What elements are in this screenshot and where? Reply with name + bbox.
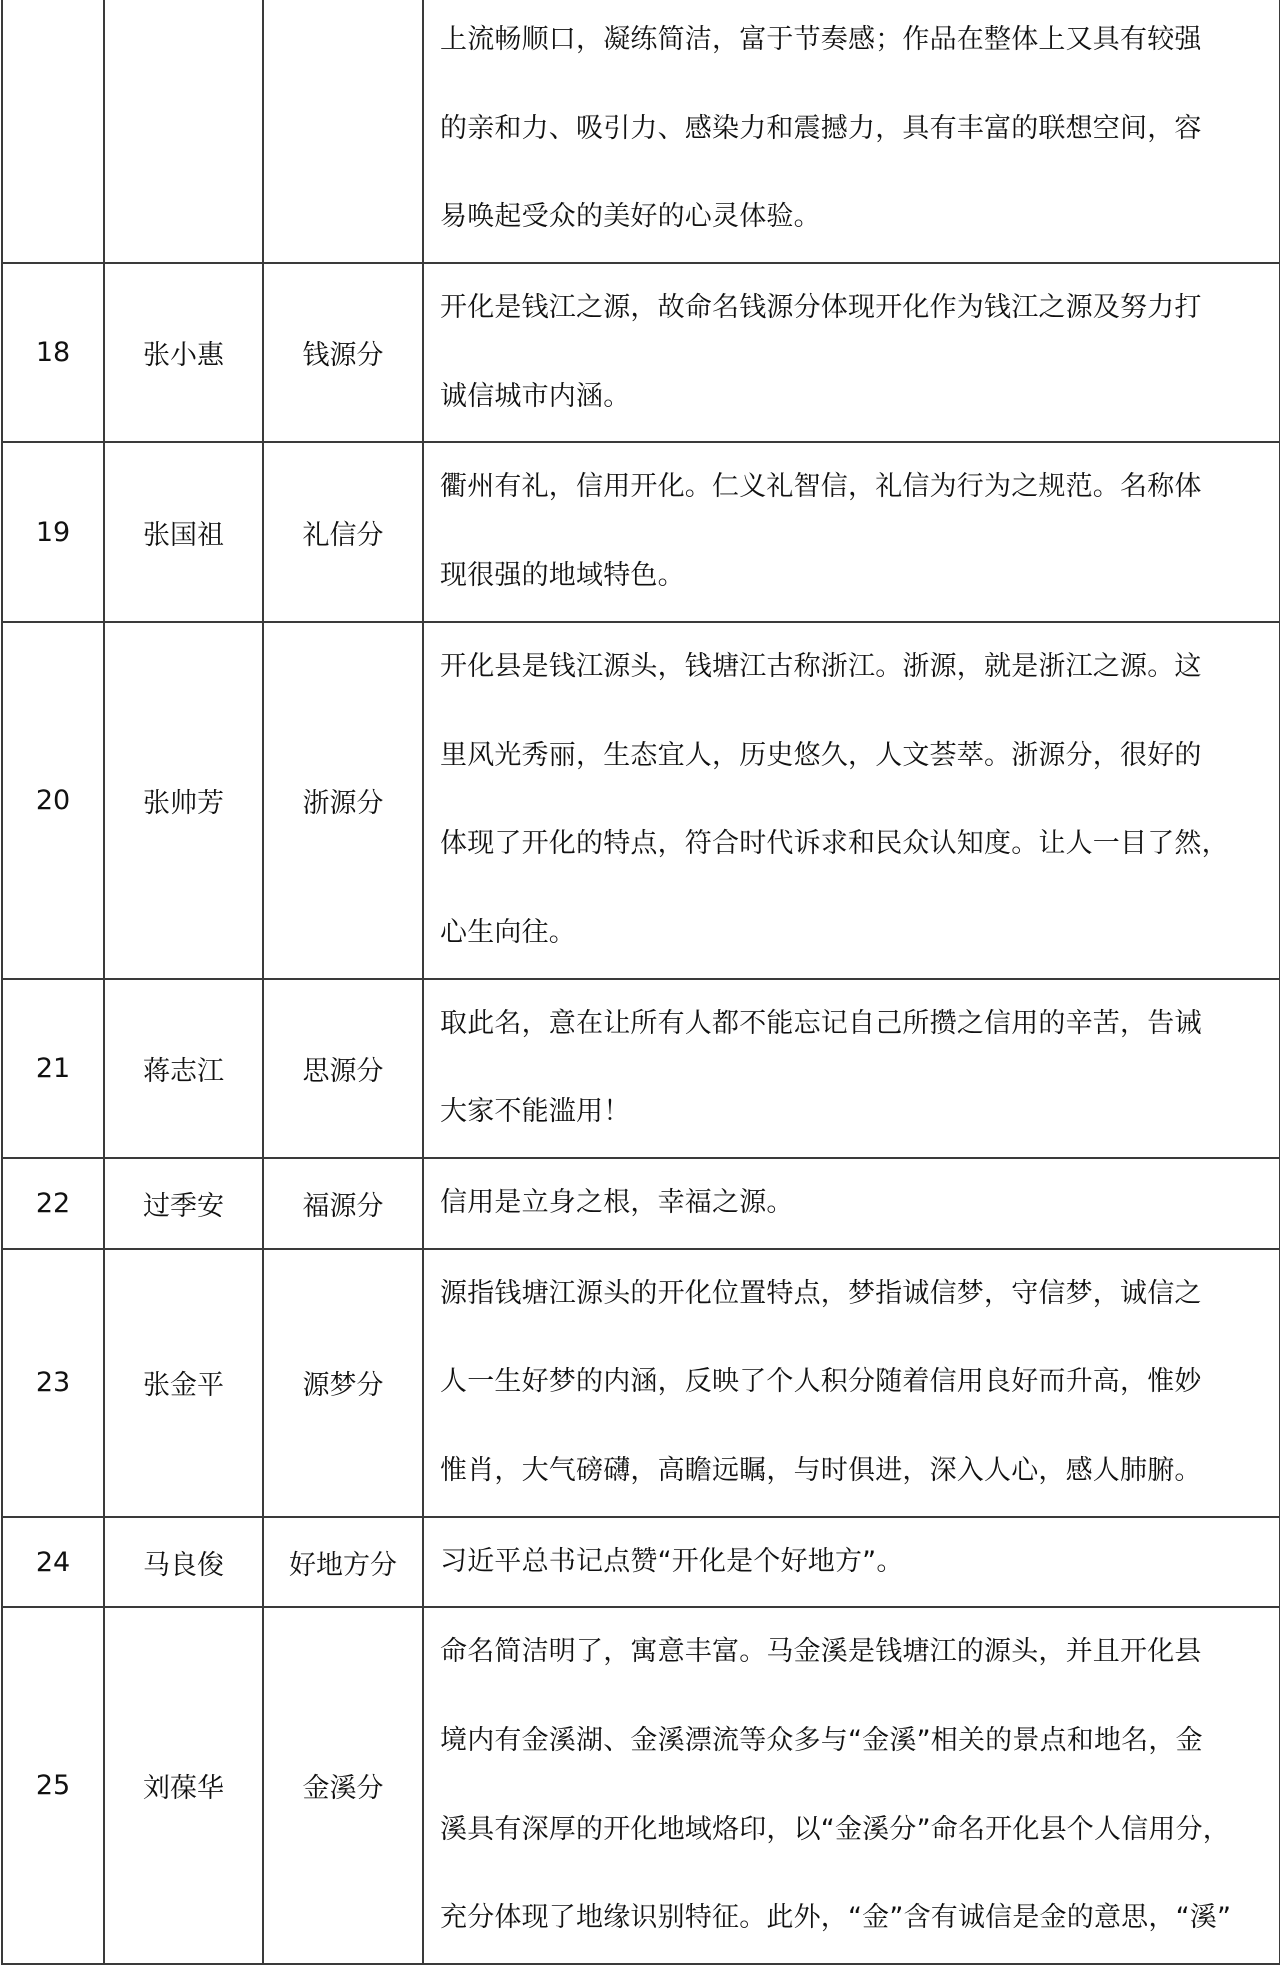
- description-line: 的亲和力、吸引力、感染力和震撼力，具有丰富的联想空间，容: [440, 112, 1202, 144]
- description-line: 境内有金溪湖、金溪漂流等众多与“金溪”相关的景点和地名，金: [440, 1725, 1203, 1757]
- entry-number-cell: 20: [2, 622, 104, 979]
- author-name-cell: 张小惠: [104, 263, 263, 442]
- entry-number-cell: 24: [2, 1517, 104, 1608]
- description-line: 取此名，意在让所有人都不能忘记自己所攒之信用的辛苦，告诫: [440, 1007, 1202, 1039]
- table-row: [2, 0, 1280, 263]
- proposed-name-cell: 福源分: [263, 1158, 423, 1249]
- description-line: 诚信城市内涵。: [440, 380, 631, 412]
- description-line: 衢州有礼，信用开化。仁义礼智信，礼信为行为之规范。名称体: [440, 471, 1202, 503]
- description-line: 充分体现了地缘识别特征。此外，“金”含有诚信是金的意思，“溪”: [440, 1902, 1232, 1934]
- description-cell: [423, 1249, 1280, 1517]
- description-line: 源指钱塘江源头的开化位置特点，梦指诚信梦，守信梦，诚信之: [440, 1277, 1202, 1309]
- entry-number-cell: 23: [2, 1249, 104, 1517]
- proposed-name-cell: 好地方分: [263, 1517, 423, 1608]
- description-line: 信用是立身之根，幸福之源。: [440, 1186, 794, 1218]
- description-line: 上流畅顺口，凝练简洁，富于节奏感；作品在整体上又具有较强: [440, 24, 1202, 55]
- description-cell: [423, 263, 1280, 442]
- table-row: [2, 1249, 1280, 1517]
- description-line: 大家不能滥用！: [440, 1096, 631, 1128]
- table-row: [2, 263, 1280, 442]
- table-row: [2, 1158, 1280, 1249]
- proposed-name-cell: 礼信分: [263, 442, 423, 621]
- entry-number-cell: 22: [2, 1158, 104, 1249]
- author-name-cell: 张国祖: [104, 442, 263, 621]
- description-line: 易唤起受众的美好的心灵体验。: [440, 201, 821, 233]
- table-row: [2, 1517, 1280, 1608]
- proposed-name-cell: 思源分: [263, 979, 423, 1158]
- description-cell: [423, 622, 1280, 979]
- entry-number-cell: 19: [2, 442, 104, 621]
- author-name-cell: 过季安: [104, 1158, 263, 1249]
- description-line: 人一生好梦的内涵，反映了个人积分随着信用良好而升高，惟妙: [440, 1366, 1202, 1398]
- author-name-cell: 张帅芳: [104, 622, 263, 979]
- description-cell: [423, 1517, 1280, 1608]
- description-cell: [423, 1158, 1280, 1249]
- description-line: 溪具有深厚的开化地域烙印，以“金溪分”命名开化县个人信用分，: [440, 1813, 1230, 1845]
- author-name-cell: 马良俊: [104, 1517, 263, 1608]
- description-cell: [423, 442, 1280, 621]
- table-row: [2, 979, 1280, 1158]
- description-line: 习近平总书记点赞“开化是个好地方”。: [440, 1545, 904, 1577]
- proposed-name-cell: 源梦分: [263, 1249, 423, 1517]
- proposed-name-cell: 浙源分: [263, 622, 423, 979]
- table-row: [2, 622, 1280, 979]
- description-cell: [423, 0, 1280, 263]
- description-cell: [423, 1607, 1280, 1964]
- author-name-cell: 蒋志江: [104, 979, 263, 1158]
- table-body: [2, 0, 1280, 1964]
- proposed-name-cell: 钱源分: [263, 263, 423, 442]
- author-name-cell: 刘葆华: [104, 1607, 263, 1964]
- description-cell: [423, 979, 1280, 1158]
- description-line: 体现了开化的特点，符合时代诉求和民众认知度。让人一目了然，: [440, 828, 1229, 860]
- author-name-cell: [104, 0, 263, 263]
- candidate-names-table: [1, 0, 1280, 1965]
- description-line: 命名简洁明了，寓意丰富。马金溪是钱塘江的源头，并且开化县: [440, 1636, 1202, 1668]
- entry-number-cell: 21: [2, 979, 104, 1158]
- description-line: 现很强的地域特色。: [440, 560, 685, 592]
- description-line: 开化是钱江之源，故命名钱源分体现开化作为钱江之源及努力打: [440, 292, 1202, 324]
- author-name-cell: 张金平: [104, 1249, 263, 1517]
- description-line: 惟肖，大气磅礴，高瞻远瞩，与时俱进，深入人心，感人肺腑。: [440, 1455, 1202, 1486]
- table-row: [2, 1607, 1280, 1964]
- description-line: 开化县是钱江源头，钱塘江古称浙江。浙源，就是浙江之源。这: [440, 650, 1202, 682]
- entry-number-cell: 18: [2, 263, 104, 442]
- proposed-name-cell: 金溪分: [263, 1607, 423, 1964]
- entry-number-cell: 25: [2, 1607, 104, 1964]
- proposed-name-cell: [263, 0, 423, 263]
- table-row: [2, 442, 1280, 621]
- entry-number-cell: [2, 0, 104, 263]
- description-line: 里风光秀丽，生态宜人，历史悠久，人文荟萃。浙源分，很好的: [440, 739, 1202, 771]
- description-line: 心生向往。: [440, 916, 576, 948]
